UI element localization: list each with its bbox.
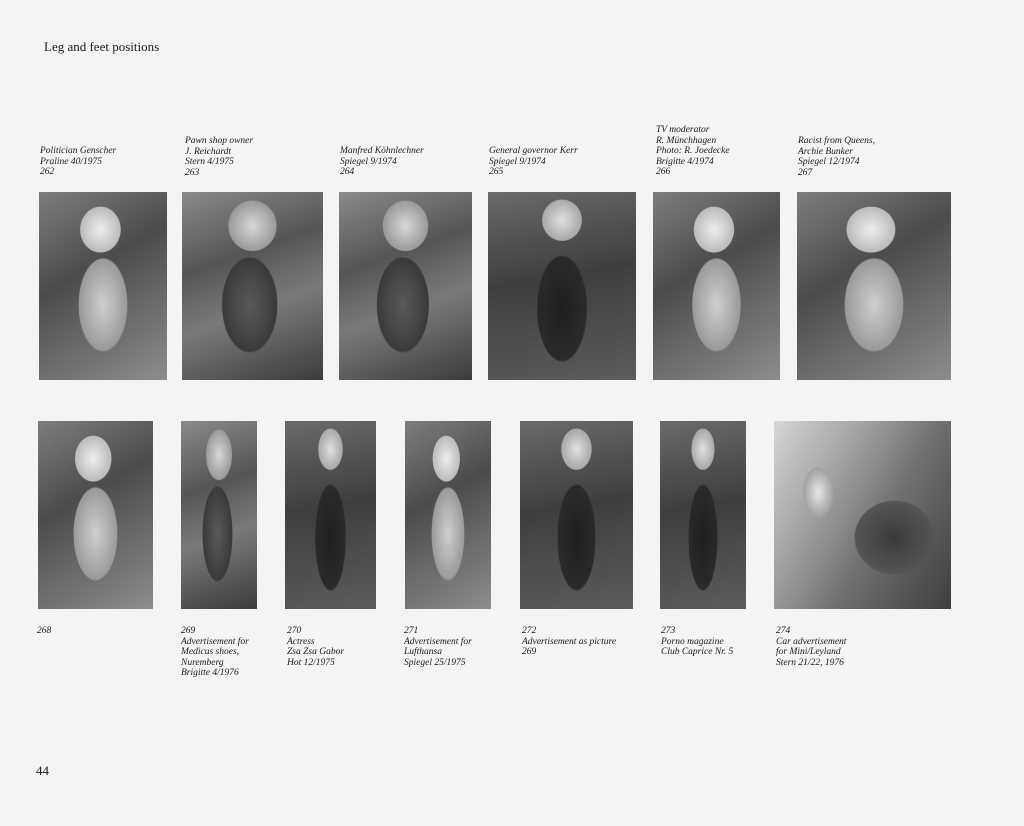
photo-271	[405, 421, 491, 609]
caption-266: TV moderator R. Münchhagen Photo: R. Joedecke Brigitte 4/1974 266	[656, 125, 730, 177]
caption-268: 268	[37, 626, 52, 636]
photo-267	[797, 192, 951, 380]
photo-264	[339, 192, 472, 380]
caption-270: 270 Actress Zsa Zsa Gabor Hot 12/1975	[287, 626, 345, 668]
caption-269: 269 Advertisement for Medicus shoes, Nuremberg Brigitte 4/1976	[181, 626, 249, 678]
page-number: 44	[36, 763, 49, 778]
photo-263	[182, 192, 323, 380]
photo-273	[660, 421, 746, 609]
photo-270	[285, 421, 376, 609]
photo-268	[38, 421, 153, 609]
caption-273: 273 Porno magazine Club Caprice Nr. 5	[661, 626, 734, 657]
photo-266	[653, 192, 780, 380]
photo-272	[520, 421, 633, 609]
photo-269	[181, 421, 257, 609]
page-title: Leg and feet positions	[44, 39, 160, 54]
caption-272: 272 Advertisement as picture 269	[522, 626, 617, 657]
caption-274: 274 Car advertisement for Mini/Leyland Stern 21/22, 1976	[776, 626, 847, 668]
caption-262: Politician Genscher Praline 40/1975 262	[40, 146, 117, 177]
photo-262	[39, 192, 167, 380]
photo-265	[488, 192, 636, 380]
photo-274	[774, 421, 951, 609]
caption-263: Pawn shop owner J. Reichardt Stern 4/1975 263	[185, 136, 254, 178]
caption-267: Racist from Queens, Archie Bunker Spiegel 12/1974 267	[798, 136, 875, 178]
caption-265: General governor Kerr Spiegel 9/1974 265	[489, 146, 578, 177]
caption-264: Manfred Köhnlechner Spiegel 9/1974 264	[340, 146, 424, 177]
caption-271: 271 Advertisement for Lufthansa Spiegel 25/1975	[404, 626, 472, 668]
